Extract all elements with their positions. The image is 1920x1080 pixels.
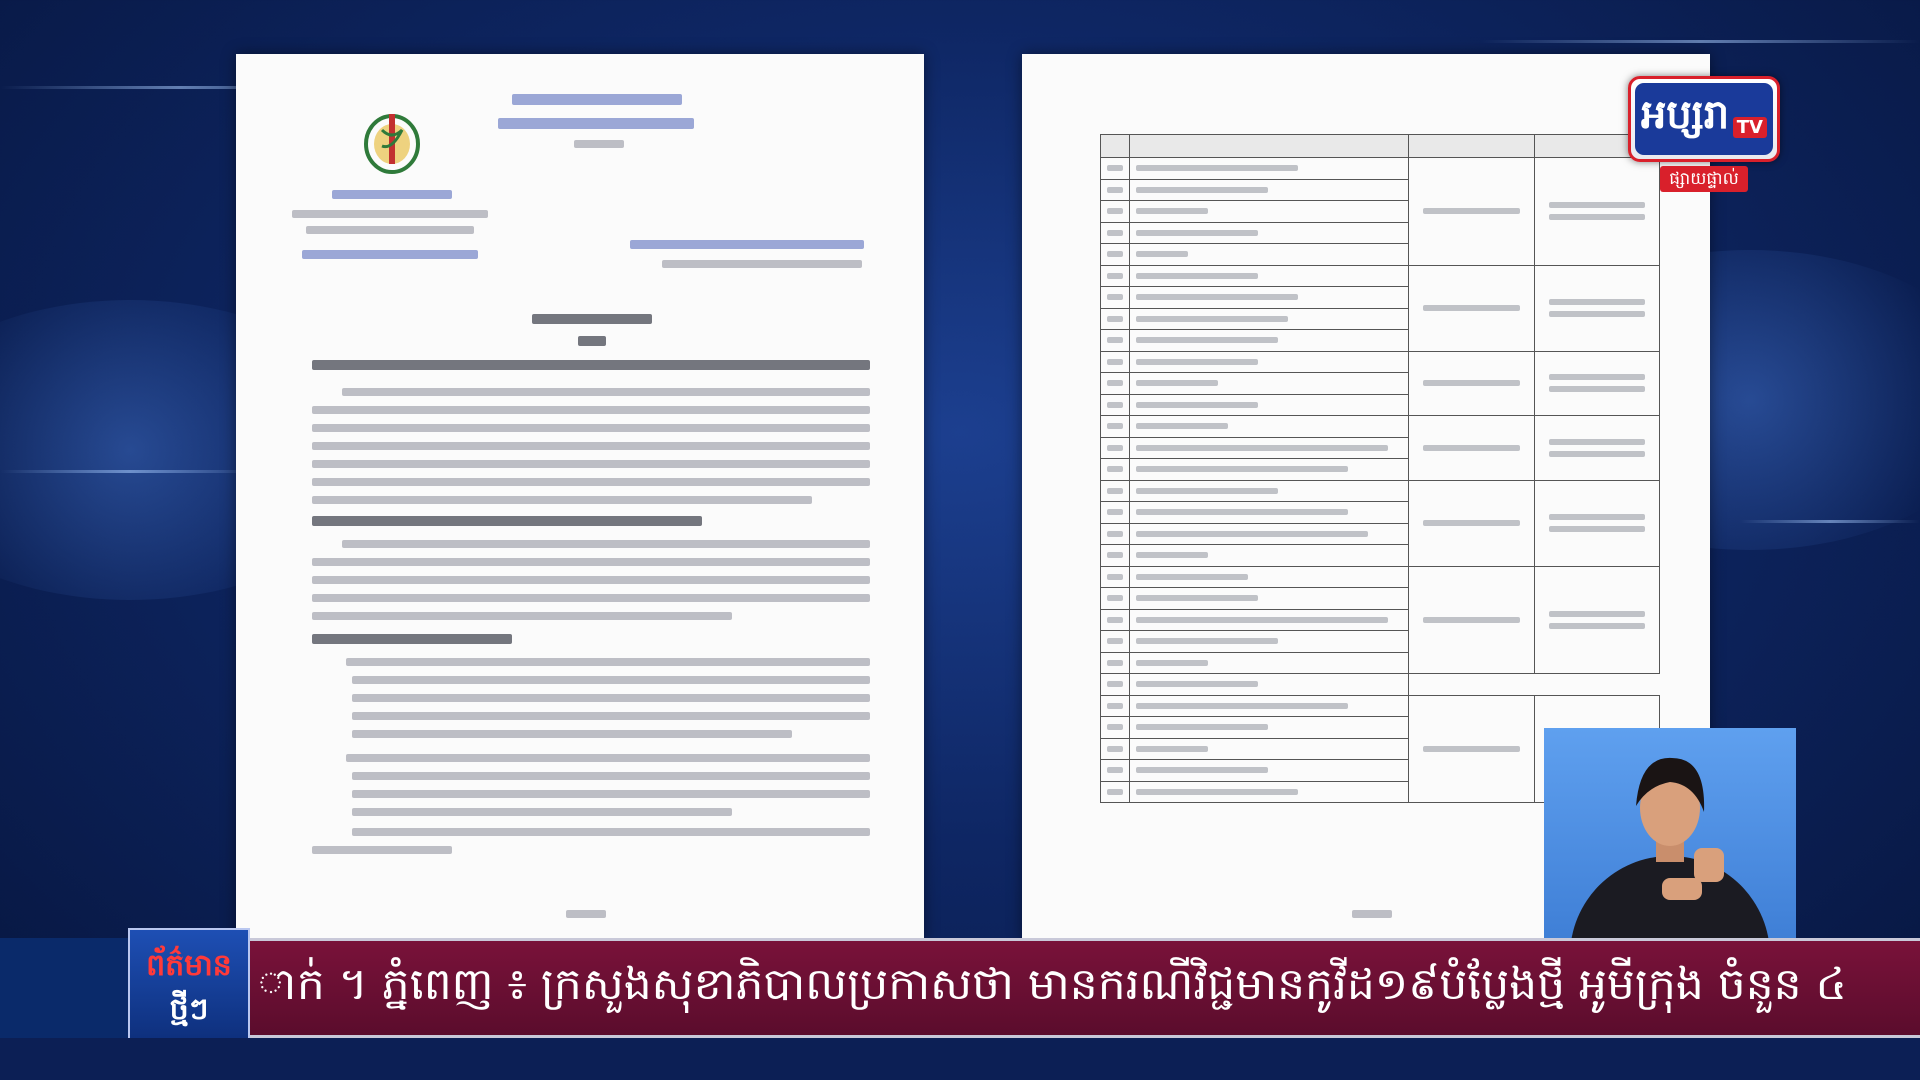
doc-text-line (342, 388, 870, 396)
news-badge-line2: ថ្មីៗ (169, 992, 209, 1027)
doc-date-line (630, 240, 864, 249)
doc-text-line (312, 406, 870, 414)
doc-section-heading (312, 516, 702, 526)
document-table (1100, 134, 1660, 803)
doc-text-line (312, 576, 870, 584)
doc-header-line (332, 190, 452, 199)
live-badge: ផ្សាយផ្ទាល់ (1660, 166, 1748, 192)
news-ticker-text: ាក់ ។ ភ្នំពេញ ៖ ក្រសួងសុខាភិបាលប្រកាសថា មានករណីវិជ្ជមានកូវីដ១៩បំប្លែងថ្មី អូមីក្រុង ចំនួន ៤ (258, 959, 1847, 1010)
doc-text-line (312, 496, 812, 504)
doc-text-line (352, 694, 870, 702)
ministry-seal-icon (360, 106, 424, 178)
bottom-strip (0, 1038, 1920, 1080)
doc-text-line (352, 808, 732, 816)
channel-logo-text: អប្សរា (1641, 92, 1730, 138)
doc-text-line (352, 790, 870, 798)
table-header-cell (1129, 135, 1409, 158)
background-streak (1480, 40, 1920, 43)
table-row (1101, 674, 1660, 696)
background-streak (1740, 520, 1920, 523)
ticker-left-block (0, 938, 130, 1038)
doc-text-line (312, 558, 870, 566)
channel-logo-tv: TV (1733, 117, 1767, 138)
doc-text-line (352, 772, 870, 780)
table-row (1101, 566, 1660, 588)
table-row (1101, 351, 1660, 373)
doc-text-line (352, 730, 792, 738)
doc-header-line (498, 118, 694, 129)
doc-text-line (346, 658, 870, 666)
doc-page-number (566, 910, 606, 918)
doc-text-line (312, 612, 732, 620)
doc-text-line (312, 424, 870, 432)
table-header-row (1101, 135, 1660, 158)
doc-text-line (312, 846, 452, 854)
table-header-cell (1409, 135, 1534, 158)
doc-text-line (312, 460, 870, 468)
doc-date-line (662, 260, 862, 268)
table-row (1101, 695, 1660, 717)
doc-section-heading (312, 634, 512, 644)
table-row (1101, 265, 1660, 287)
news-badge-line1: ព័ត៌មាន (146, 948, 232, 983)
doc-header-line (574, 140, 624, 148)
doc-header-line (306, 226, 474, 234)
doc-title-line (312, 360, 870, 370)
table-row (1101, 480, 1660, 502)
table-row (1101, 158, 1660, 180)
doc-header-line (302, 250, 478, 259)
news-badge (128, 928, 250, 1048)
sign-language-interpreter (1544, 728, 1796, 940)
doc-title-line (532, 314, 652, 324)
interpreter-figure-icon (1544, 728, 1796, 940)
channel-logo (1628, 76, 1780, 162)
doc-text-line (342, 540, 870, 548)
document-page-left (236, 54, 924, 940)
doc-header-line (512, 94, 682, 105)
doc-text-line (312, 478, 870, 486)
doc-title-line (578, 336, 606, 346)
doc-page-number (1352, 910, 1392, 918)
doc-text-line (352, 828, 870, 836)
doc-text-line (352, 676, 870, 684)
doc-text-line (312, 594, 870, 602)
doc-header-line (292, 210, 488, 218)
doc-text-line (312, 442, 870, 450)
background-streak (0, 470, 260, 473)
table-header-cell (1101, 135, 1130, 158)
table-row (1101, 416, 1660, 438)
doc-text-line (352, 712, 870, 720)
doc-text-line (346, 754, 870, 762)
